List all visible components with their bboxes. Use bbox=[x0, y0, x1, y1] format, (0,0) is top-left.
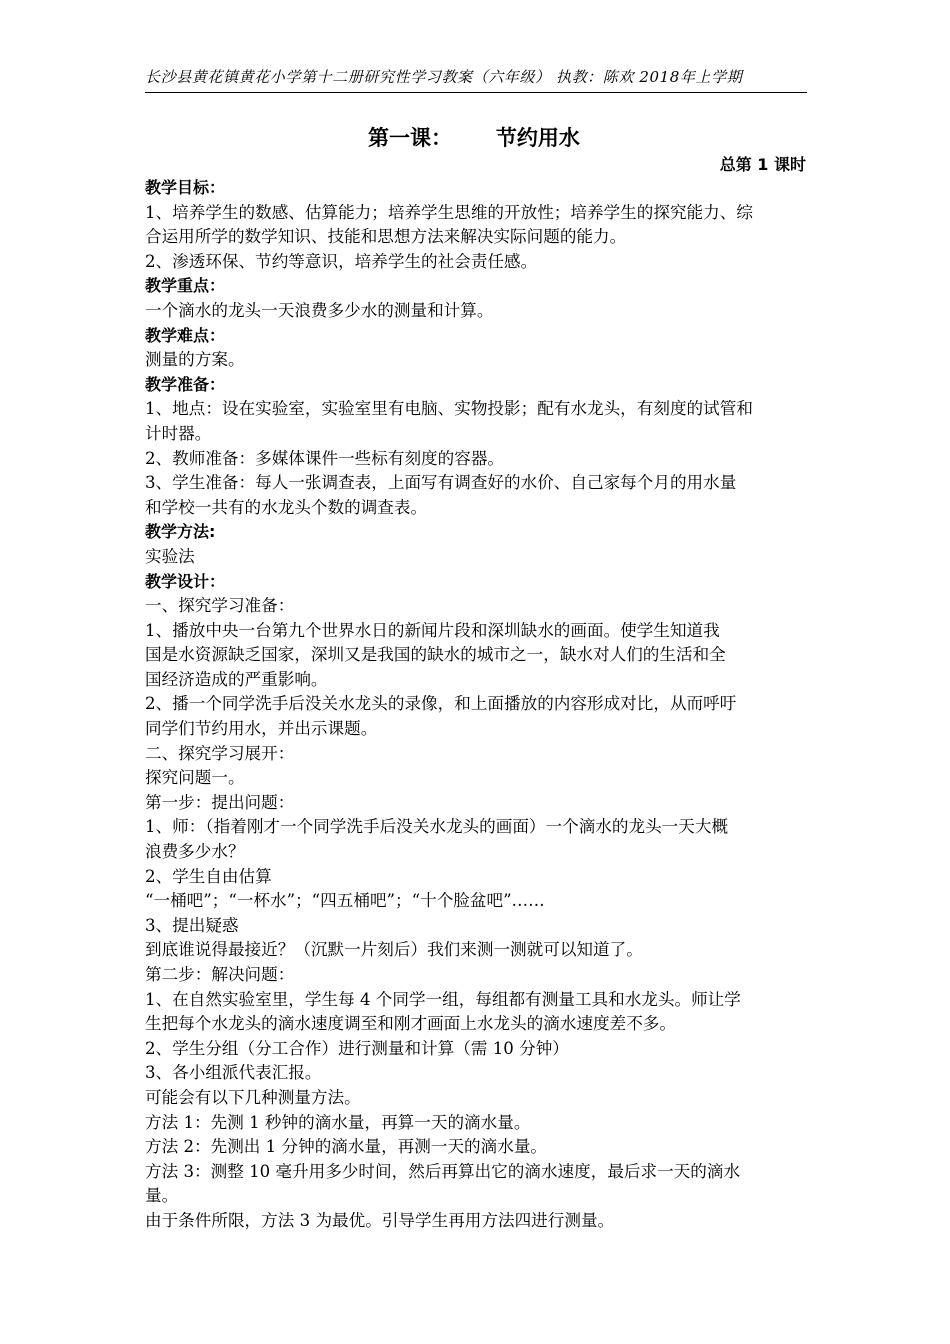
body-line: 探究问题一。 bbox=[145, 768, 245, 788]
body-line: 第一步：提出问题： bbox=[145, 792, 295, 812]
body-line: 可能会有以下几种测量方法。 bbox=[145, 1087, 361, 1107]
body-line: 同学们节约用水，并出示课题。 bbox=[145, 719, 378, 739]
body-line: 和学校一共有的水龙头个数的调查表。 bbox=[145, 497, 428, 517]
body-line: 方法 2：先测出 1 分钟的滴水量，再测一天的滴水量。 bbox=[145, 1137, 548, 1157]
body-line: 生把每个水龙头的滴水速度调至和刚才画面上水龙头的滴水速度差不多。 bbox=[145, 1014, 676, 1034]
body-line: 一个滴水的龙头一天浪费多少水的测量和计算。 bbox=[145, 300, 494, 320]
body-line: 3、提出疑惑 bbox=[145, 915, 239, 935]
lesson-title: 第一课： 节约用水 bbox=[368, 126, 580, 150]
body-line: 1、地点：设在实验室，实验室里有电脑、实物投影；配有水龙头，有刻度的试管和 bbox=[145, 399, 753, 419]
body-line: 方法 1：先测 1 秒钟的滴水量，再算一天的滴水量。 bbox=[145, 1112, 531, 1132]
body-line: 3、学生准备：每人一张调查表，上面写有调查好的水价、自己家每个月的用水量 bbox=[145, 473, 737, 493]
body-line: 2、教师准备：多媒体课件一些标有刻度的容器。 bbox=[145, 448, 505, 468]
lesson-body bbox=[145, 176, 813, 1234]
body-line: 合运用所学的数学知识、技能和思想方法来解决实际问题的能力。 bbox=[145, 227, 627, 247]
body-line: 3、各小组派代表汇报。 bbox=[145, 1063, 322, 1083]
body-line: 2、学生分组（分工合作）进行测量和计算（需 10 分钟） bbox=[145, 1038, 569, 1058]
section-heading: 教学设计： bbox=[145, 571, 226, 591]
body-line: 由于条件所限，方法 3 为最优。引导学生再用方法四进行测量。 bbox=[145, 1210, 615, 1230]
body-line: 2、渗透环保、节约等意识，培养学生的社会责任感。 bbox=[145, 251, 538, 271]
body-line: 1、播放中央一台第九个世界水日的新闻片段和深圳缺水的画面。使学生知道我 bbox=[145, 620, 720, 640]
body-line: 国经济造成的严重影响。 bbox=[145, 669, 328, 689]
header-divider bbox=[145, 92, 807, 93]
section-heading: 教学难点： bbox=[145, 325, 226, 345]
section-heading: 教学方法: bbox=[145, 522, 216, 542]
section-heading: 教学准备： bbox=[145, 374, 226, 394]
body-line: 国是水资源缺乏国家，深圳又是我国的缺水的城市之一，缺水对人们的生活和全 bbox=[145, 645, 726, 665]
body-line: 1、培养学生的数感、估算能力；培养学生思维的开放性；培养学生的探究能力、综 bbox=[145, 202, 753, 222]
body-line: 第二步：解决问题： bbox=[145, 965, 295, 984]
page-header: 长沙县黄花镇黄花小学第十二册研究性学习教案（六年级） 执教：陈欢 2018年上学期 bbox=[145, 68, 743, 86]
body-line: “一桶吧”；“一杯水”；“四五桶吧”；“十个脸盆吧”…… bbox=[145, 891, 545, 911]
body-line: 方法 3：测整 10 毫升用多少时间，然后再算出它的滴水速度，最后求一天的滴水 bbox=[145, 1161, 741, 1181]
lesson-count: 总第 1 课时 bbox=[719, 155, 806, 174]
body-line: 一、探究学习准备： bbox=[145, 596, 295, 616]
body-line: 1、在自然实验室里，学生每 4 个同学一组，每组都有测量工具和水龙头。师让学 bbox=[145, 989, 741, 1009]
body-line: 二、探究学习展开： bbox=[145, 743, 295, 763]
body-line: 到底谁说得最接近？（沉默一片刻后）我们来测一测就可以知道了。 bbox=[145, 940, 643, 960]
section-heading: 教学目标： bbox=[145, 178, 226, 197]
body-line: 浪费多少水？ bbox=[145, 842, 245, 862]
body-line: 实验法 bbox=[145, 546, 195, 566]
body-line: 计时器。 bbox=[145, 423, 212, 443]
body-line: 2、播一个同学洗手后没关水龙头的录像，和上面播放的内容形成对比，从而呼吁 bbox=[145, 694, 737, 714]
body-line: 量。 bbox=[145, 1186, 179, 1206]
body-line: 2、学生自由估算 bbox=[145, 866, 272, 886]
body-line: 测量的方案。 bbox=[145, 350, 245, 370]
section-heading: 教学重点： bbox=[145, 276, 226, 296]
body-line: 1、师：（指着刚才一个同学洗手后没关水龙头的画面）一个滴水的龙头一天大概 bbox=[145, 817, 729, 837]
